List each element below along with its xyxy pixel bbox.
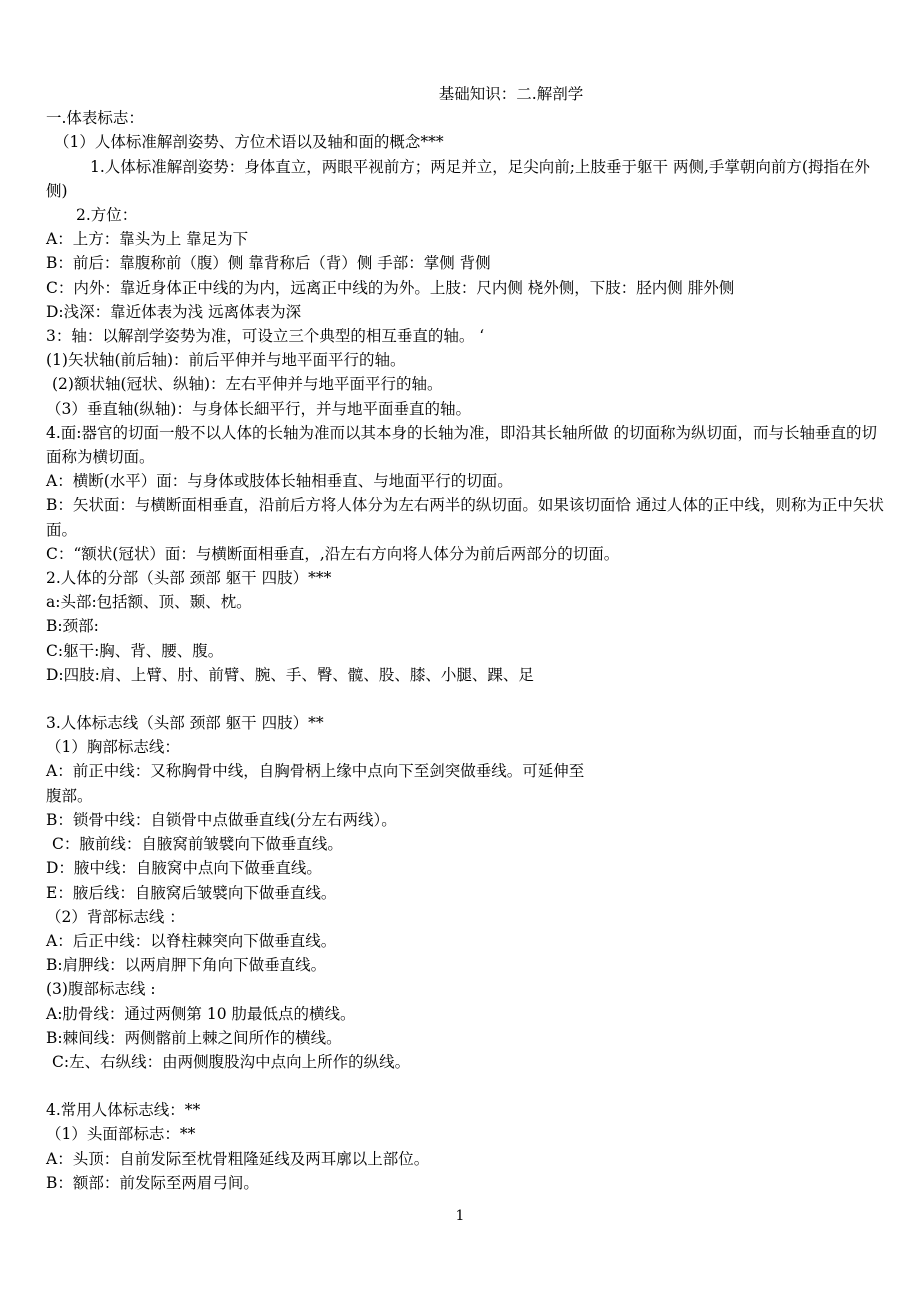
paragraph-line: A：上方：靠头为上 靠足为下 [46,230,249,249]
paragraph-line: C：腋前线：自腋窝前皱襞向下做垂直线。 [52,835,343,854]
paragraph-line: B:颈部: [46,617,99,636]
paragraph-line: A：头顶：自前发际至枕骨粗隆延线及两耳廓以上部位。 [46,1149,430,1168]
paragraph-line: B:肩胛线：以两肩胛下角向下做垂直线。 [46,956,327,975]
blank-line [46,687,886,711]
paragraph-line: C：“额状(冠状）面：与横断面相垂直，,沿左右方向将人体分为前后两部分的切面。 [46,544,620,563]
section-heading: 2.人体的分部（头部 颈部 躯干 四肢）*** [46,569,332,588]
paragraph-line: 4.面:器官的切面一般不以人体的长轴为准而以其本身的长轴为准，即沿其长轴所做 的切面称为纵切面，而与长轴垂直的切面称为横切面。 [46,423,877,467]
paragraph-line: C:左、右纵线：由两侧腹股沟中点向上所作的纵线。 [52,1052,411,1071]
subsection-heading: （2）背部标志线 ： [46,907,185,926]
paragraph-line: E：腋后线：自腋窝后皱襞向下做垂直线。 [46,883,337,902]
paragraph-line: B：额部：前发际至两眉弓间。 [46,1173,259,1192]
paragraph-line: A:肋骨线：通过两侧第 10 肋最低点的横线。 [46,1004,356,1023]
paragraph-line: （3）垂直轴(纵轴)：与身体长細平行，并与地平面垂直的轴。 [46,399,471,418]
subsection-heading: (3)腹部标志线 : [46,980,156,999]
document-title: 基础知识：二.解剖学 [438,85,584,103]
page-number: 1 [455,1208,465,1224]
subsection-heading: （1）胸部标志线： [46,738,180,757]
paragraph-line: (2)额状轴(冠状、纵轴)：左右平伸并与地平面平行的轴。 [52,375,443,394]
paragraph-line: D:浅深：靠近体表为浅 远离体表为深 [46,302,302,321]
paragraph-line: C:躯干:胸、背、腰、腹。 [46,641,224,660]
paragraph-line: D:四肢:肩、上臂、肘、前臂、腕、手、臀、髋、股、膝、小腿、踝、足 [46,665,534,684]
paragraph-line: 3：轴：以解剖学姿势为准，可设立三个典型的相互垂直的轴。 ‘ [46,327,485,346]
subsection-heading: （1）人体标准解剖姿势、方位术语以及轴和面的概念*** [54,133,444,152]
paragraph-line: B：前后：靠腹称前（腹）侧 靠背称后（背）侧 手部：掌侧 背侧 [46,254,491,273]
paragraph-line [46,155,886,203]
paragraph-line: B：矢状面：与横断面相垂直，沿前后方将人体分为左右两半的纵切面。如果该切面恰 通过人体的正中线，则称为正中矢状面。 [46,496,884,539]
blank-line [46,1074,886,1098]
paragraph-line: a:头部:包括额、顶、颞、枕。 [46,593,252,612]
paragraph-line: B:棘间线：两侧髂前上棘之间所作的横线。 [46,1028,342,1047]
paragraph-text: 1.人体标准解剖姿势：身体直立，两眼平视前方；两足并立，足尖向前;上肢垂于躯干 两侧,手掌朝向前方(拇指在外侧) [46,157,870,200]
section-heading: 4.常用人体标志线：** [46,1101,201,1120]
paragraph-line: A：横断(水平）面：与身体或肢体长轴相垂直、与地面平行的切面。 [46,472,513,491]
subsection-heading: （1）头面部标志：** [46,1125,196,1144]
paragraph-line: A：前正中线：又称胸骨中线，自胸骨柄上缘中点向下至剑突做垂线。可延伸至 [46,762,585,781]
paragraph-line: 2.方位： [76,206,138,225]
paragraph-line: C：内外：靠近身体正中线的为内，远离正中线的为外。上肢：尺内侧 桡外侧，下肢：胫内侧 腓外侧 [46,278,735,297]
paragraph-line: D：腋中线：自腋窝中点向下做垂直线。 [46,859,322,878]
paragraph-line: A：后正中线：以脊柱棘突向下做垂直线。 [46,931,337,950]
document-page [46,82,886,1195]
paragraph-line: B：锁骨中线：自锁骨中点做垂直线(分左右两线）。 [46,810,397,829]
paragraph-line: 腹部。 [46,786,93,805]
section-heading: 一.体表标志： [46,109,144,128]
paragraph-line: (1)矢状轴(前后轴)：前后平伸并与地平面平行的轴。 [46,351,406,370]
section-heading: 3.人体标志线（头部 颈部 躯干 四肢）** [46,714,324,733]
